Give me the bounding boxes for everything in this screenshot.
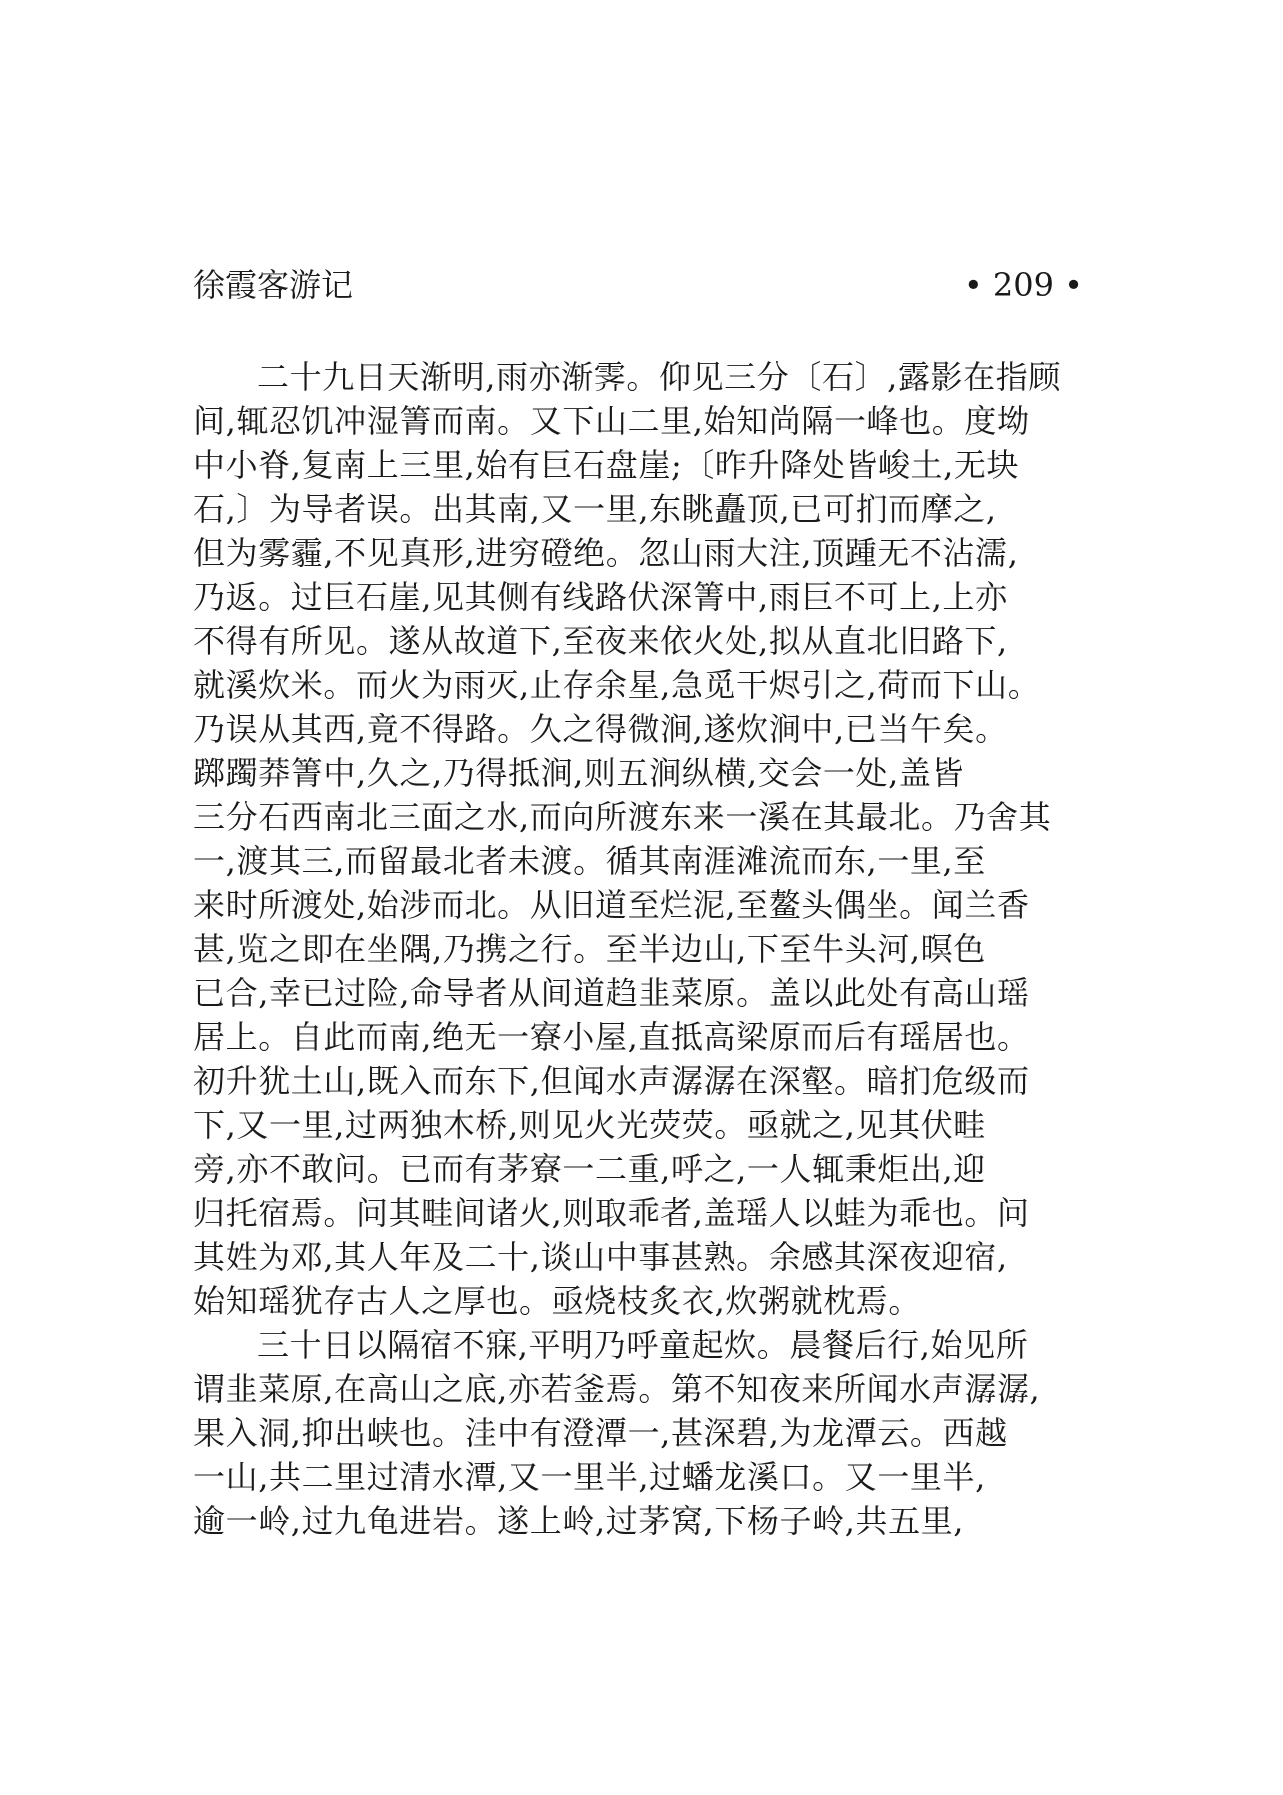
paragraph-day-30 [193,1323,1083,1543]
text-line: 下,又一里,过两独木桥,则见火光荧荧。亟就之,见其伏畦 [193,1106,986,1144]
text-line: 旁,亦不敢问。已而有茅寮一二重,呼之,一人辄秉炬出,迎 [193,1150,986,1188]
page-number: • 209 • [963,266,1083,304]
text-line: 初升犹土山,既入而东下,但闻水声潺潺在深壑。暗扪危级而 [193,1062,1030,1100]
text-line: 二十九日天渐明,雨亦渐霁。仰见三分〔石〕,露影在指顾 [257,358,1061,396]
paragraph-day-29 [193,355,1083,1323]
text-line: 居上。自此而南,绝无一寮小屋,直抵高梁原而后有瑶居也。 [193,1018,1030,1056]
text-line: 就溪炊米。而火为雨灭,止存余星,急觅干烬引之,荷而下山。 [193,666,1041,704]
text-line: 踯躅莽箐中,久之,乃得抵涧,则五涧纵横,交会一处,盖皆 [193,754,965,792]
text-line: 乃返。过巨石崖,见其侧有线路伏深箐中,雨巨不可上,上亦 [193,578,1008,616]
text-line: 逾一岭,过九龟进岩。遂上岭,过茅窝,下杨子岭,共五里, [193,1502,965,1540]
text-line: 归托宿焉。问其畦间诸火,则取乖者,盖瑶人以蛙为乖也。问 [193,1194,1030,1232]
text-line: 间,辄忍饥冲湿箐而南。又下山二里,始知尚隔一峰也。度坳 [193,402,1030,440]
text-line: 已合,幸已过险,命导者从间道趋韭菜原。盖以此处有高山瑶 [193,974,1030,1012]
book-title: 徐霞客游记 [193,266,354,304]
text-line: 但为雾霾,不见真形,进穷磴绝。忽山雨大注,顶踵无不沾濡, [193,534,1019,572]
body-text [193,355,1083,1543]
text-line: 其姓为邓,其人年及二十,谈山中事甚熟。余感其深夜迎宿, [193,1238,1008,1276]
text-line: 石,〕为导者误。出其南,又一里,东眺矗顶,已可扪而摩之, [193,490,997,528]
text-line: 三十日以隔宿不寐,平明乃呼童起炊。晨餐后行,始见所 [257,1326,1029,1364]
text-line: 不得有所见。遂从故道下,至夜来依火处,拟从直北旧路下, [193,622,1008,660]
text-line: 来时所渡处,始涉而北。从旧道至烂泥,至鳌头偶坐。闻兰香 [193,886,1030,924]
text-line: 乃误从其西,竟不得路。久之得微涧,遂炊涧中,已当午矣。 [193,710,1008,748]
text-line: 甚,览之即在坐隅,乃携之行。至半边山,下至牛头河,暝色 [193,930,986,968]
text-line: 一山,共二里过清水潭,又一里半,过蟠龙溪口。又一里半, [193,1458,986,1496]
text-line: 果入洞,抑出峡也。洼中有澄潭一,甚深碧,为龙潭云。西越 [193,1414,1008,1452]
text-line: 谓韭菜原,在高山之底,亦若釜焉。第不知夜来所闻水声潺潺, [193,1370,1041,1408]
text-line: 中小脊,复南上三里,始有巨石盘崖;〔昨升降处皆峻土,无块 [193,446,1020,484]
text-line: 一,渡其三,而留最北者未渡。循其南涯滩流而东,一里,至 [193,842,986,880]
text-line: 始知瑶犹存古人之厚也。亟烧枝炙衣,炊粥就枕焉。 [193,1282,921,1320]
page-header [193,263,1083,307]
text-line: 三分石西南北三面之水,而向所渡东来一溪在其最北。乃舍其 [193,798,1052,836]
